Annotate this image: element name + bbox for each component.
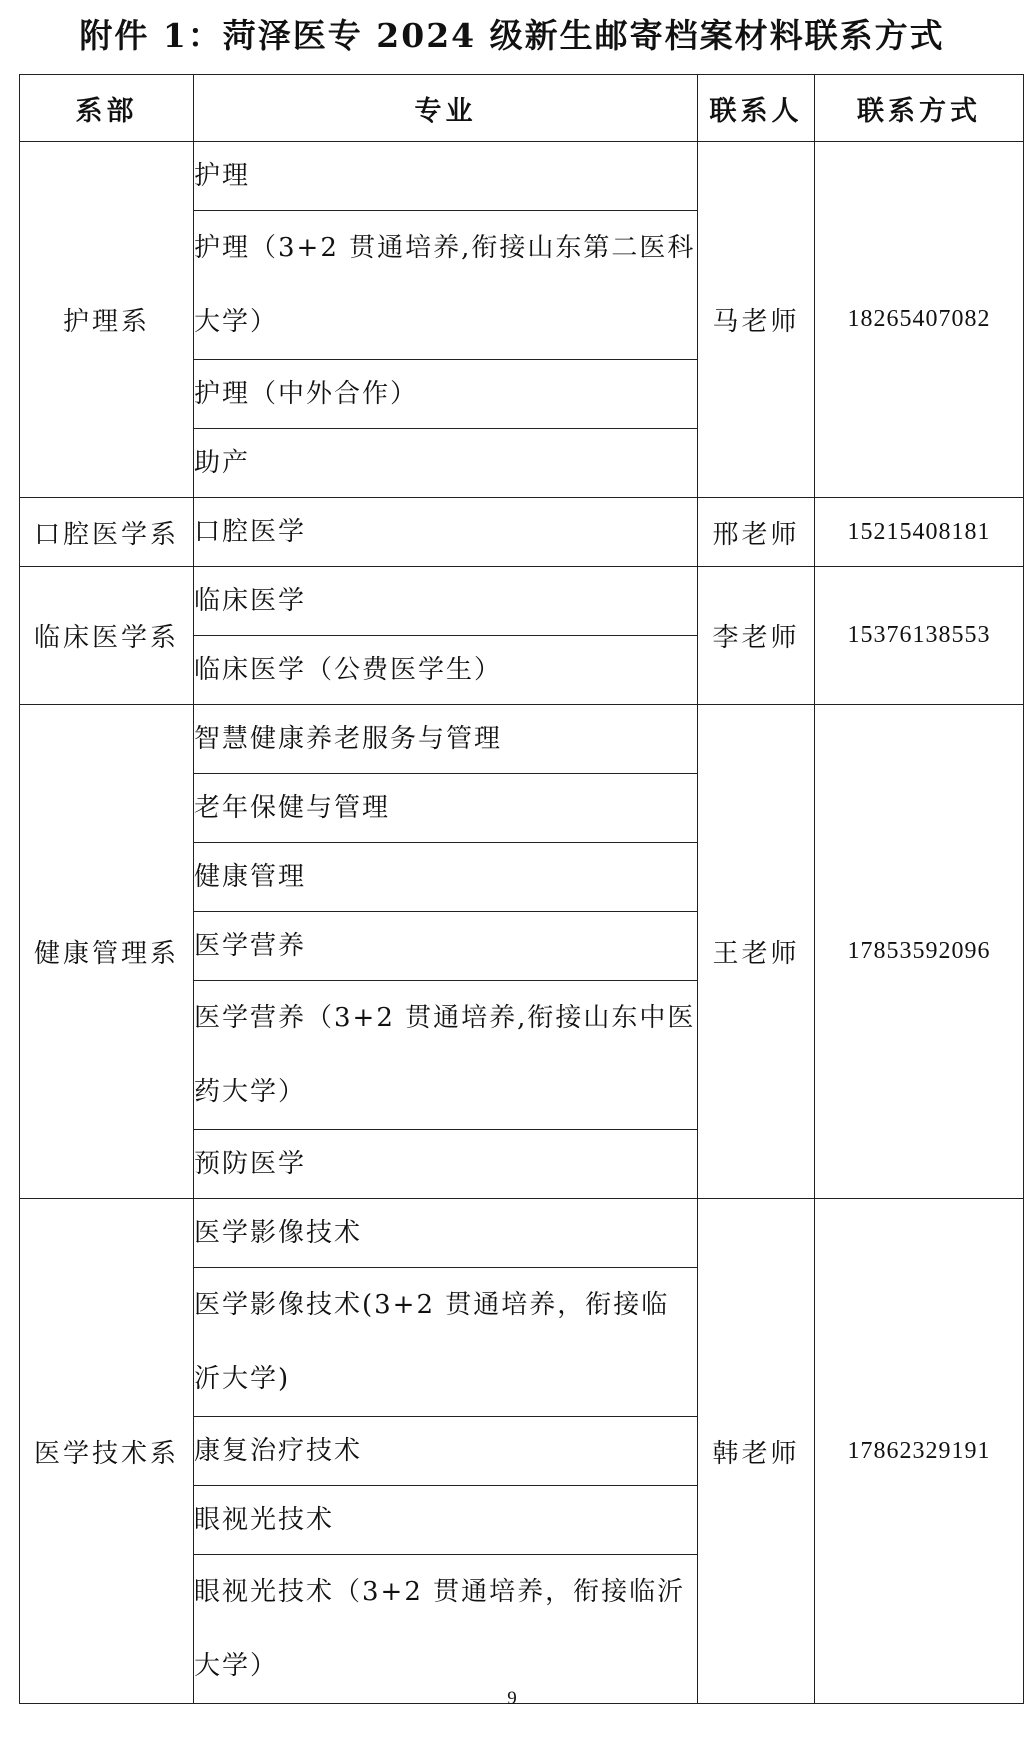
major-cell: 助产: [194, 429, 698, 498]
department-cell: 护理系: [20, 142, 194, 498]
major-cell: 医学影像技术: [194, 1199, 698, 1268]
major-cell: 康复治疗技术: [194, 1417, 698, 1486]
table-row: [20, 1199, 1024, 1268]
department-cell: 口腔医学系: [20, 498, 194, 567]
major-cell: 临床医学（公费医学生）: [194, 636, 698, 705]
major-cell: 医学影像技术(3+2 贯通培养，衔接临沂大学): [194, 1268, 698, 1417]
major-cell: 预防医学: [194, 1130, 698, 1199]
contact-cell: 王老师: [698, 705, 815, 1199]
major-cell: 口腔医学: [194, 498, 698, 567]
major-cell: 临床医学: [194, 567, 698, 636]
major-cell: 老年保健与管理: [194, 774, 698, 843]
contact-cell: 李老师: [698, 567, 815, 705]
table-row: [20, 705, 1024, 774]
department-cell: 临床医学系: [20, 567, 194, 705]
header-department: 系部: [20, 75, 194, 142]
major-cell: 智慧健康养老服务与管理: [194, 705, 698, 774]
phone-cell: 17853592096: [815, 705, 1024, 1199]
major-cell: 护理: [194, 142, 698, 211]
table-row: [20, 498, 1024, 567]
document-title: 附件 1：菏泽医专 2024 级新生邮寄档案材料联系方式: [79, 16, 945, 55]
header-major: 专业: [194, 75, 698, 142]
contact-cell: 韩老师: [698, 1199, 815, 1704]
phone-cell: 17862329191: [815, 1199, 1024, 1704]
header-phone: 联系方式: [815, 75, 1024, 142]
major-cell: 护理（中外合作）: [194, 360, 698, 429]
phone-cell: 15215408181: [815, 498, 1024, 567]
contact-cell: 邢老师: [698, 498, 815, 567]
contact-cell: 马老师: [698, 142, 815, 498]
contact-table: [19, 74, 1024, 1704]
table-header-row: [20, 75, 1024, 142]
phone-cell: 18265407082: [815, 142, 1024, 498]
page-number: 9: [507, 1688, 517, 1709]
major-cell: 健康管理: [194, 843, 698, 912]
major-cell: 医学营养（3+2 贯通培养,衔接山东中医药大学）: [194, 981, 698, 1130]
table-row: [20, 567, 1024, 636]
department-cell: 医学技术系: [20, 1199, 194, 1704]
major-cell: 医学营养: [194, 912, 698, 981]
phone-cell: 15376138553: [815, 567, 1024, 705]
header-contact: 联系人: [698, 75, 815, 142]
department-cell: 健康管理系: [20, 705, 194, 1199]
table-row: [20, 142, 1024, 211]
major-cell: 眼视光技术（3+2 贯通培养，衔接临沂大学）: [194, 1555, 698, 1704]
major-cell: 护理（3+2 贯通培养,衔接山东第二医科大学）: [194, 211, 698, 360]
major-cell: 眼视光技术: [194, 1486, 698, 1555]
